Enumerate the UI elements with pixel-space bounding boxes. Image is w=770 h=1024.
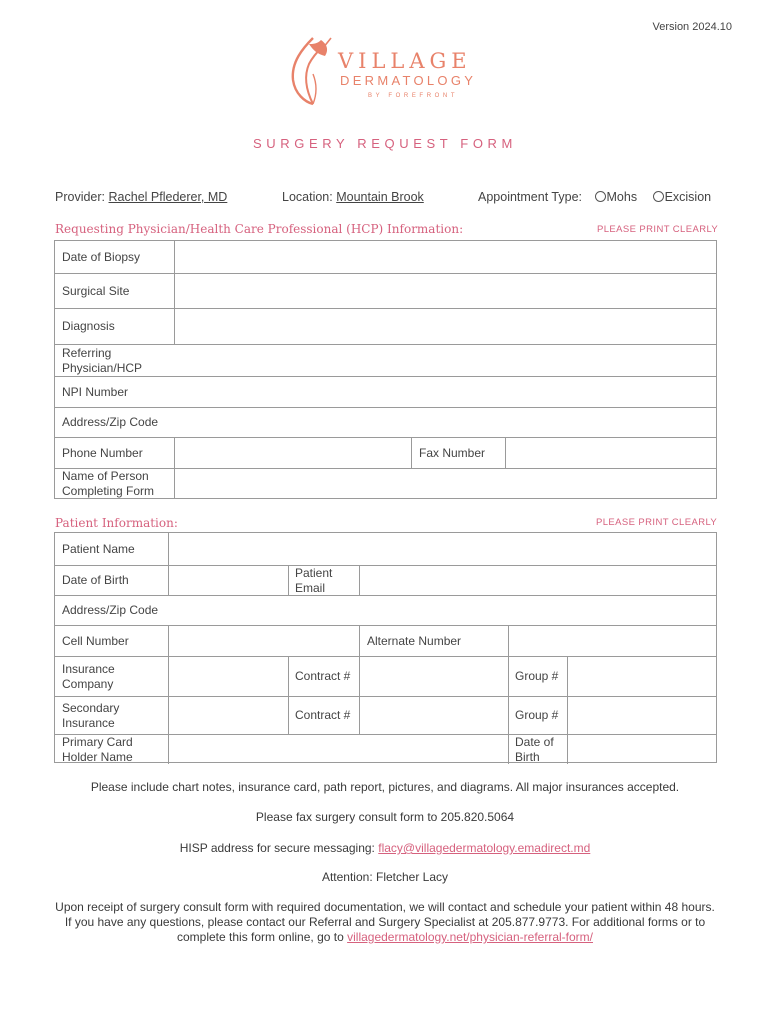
row-address: [55, 407, 716, 437]
card-holder-dob-label: Date of Birth: [515, 734, 554, 764]
npi-number-label: NPI Number: [62, 384, 129, 399]
mohs-radio[interactable]: [595, 191, 606, 202]
row-referring-physician: [55, 344, 716, 376]
excision-radio[interactable]: [653, 191, 664, 202]
logo-wordmark: [338, 50, 476, 99]
appointment-type-field: [478, 190, 711, 204]
location-label: Location:: [282, 190, 333, 204]
row-cell-alternate: [55, 625, 716, 656]
mohs-label: Mohs: [606, 190, 638, 204]
excision-label: Excision: [664, 190, 712, 204]
form-title: SURGERY REQUEST FORM: [253, 136, 517, 151]
row-date-of-biopsy: [55, 241, 716, 273]
logo-village-text: VILLAGE: [338, 49, 472, 73]
date-of-biopsy-label: Date of Biopsy: [62, 249, 141, 264]
physician-print-note: PLEASE PRINT CLEARLY: [597, 224, 719, 235]
row-insurance: [55, 656, 716, 696]
patient-dob-label: Date of Birth: [62, 573, 129, 587]
fax-note: Please fax surgery consult form to 205.820.5064: [255, 810, 515, 824]
physician-address-label: Address/Zip Code: [62, 415, 159, 429]
row-patient-address: [55, 595, 716, 625]
physician-info-grid: [54, 240, 717, 499]
row-patient-name: [55, 533, 716, 565]
flower-logo-icon: [283, 34, 335, 106]
hisp-label: HISP address for secure messaging:: [179, 841, 375, 855]
cell-number-label: Cell Number: [62, 633, 129, 648]
card-holder-name-label: Primary Card Holder Name: [62, 734, 133, 764]
row-card-holder: [55, 734, 716, 764]
logo-forefront-text: BY FOREFRONT: [368, 93, 459, 99]
attention-note: Attention: Fletcher Lacy: [321, 870, 449, 884]
secondary-group-number-label: Group #: [515, 708, 559, 722]
row-npi-number: [55, 376, 716, 407]
row-phone-fax: [55, 437, 716, 468]
version-label: Version 2024.10: [652, 21, 732, 33]
closing-note-line3: [0, 929, 770, 945]
row-surgical-site: [55, 273, 716, 308]
provider-field: [55, 190, 227, 204]
row-person-completing: [55, 468, 716, 499]
contract-number-label: Contract #: [295, 669, 351, 683]
location-field: [282, 190, 424, 204]
hisp-note: [0, 840, 770, 856]
alternate-number-label: Alternate Number: [367, 633, 462, 648]
patient-info-grid: [54, 532, 717, 763]
secondary-contract-number-label: Contract #: [295, 708, 351, 722]
row-diagnosis: [55, 308, 716, 344]
patient-email-label: Patient Email: [295, 565, 333, 595]
closing-note-line2: If you have any questions, please contact our Referral and Surgery Specialist at 205.877.9773. For additional forms or to: [64, 915, 706, 929]
closing-note-text: complete this form online, go to: [177, 930, 344, 944]
phone-number-label: Phone Number: [62, 445, 143, 460]
insurance-company-label: Insurance Company: [62, 661, 115, 691]
secondary-insurance-label: Secondary Insurance: [62, 700, 120, 730]
row-dob-email: [55, 565, 716, 595]
fax-number-label: Fax Number: [419, 445, 486, 460]
closing-note-line1: Upon receipt of surgery consult form with required documentation, we will contact and schedule your patient within 48 hours.: [55, 900, 715, 914]
person-completing-label: Name of Person Completing Form: [62, 469, 155, 498]
group-number-label: Group #: [515, 669, 559, 683]
referral-form-link[interactable]: villagedermatology.net/physician-referral-form/: [347, 930, 593, 944]
provider-value: Rachel Pflederer, MD: [108, 190, 228, 204]
surgical-site-label: Surgical Site: [62, 283, 130, 298]
patient-address-label: Address/Zip Code: [62, 603, 159, 617]
hisp-email-link[interactable]: flacy@villagedermatology.emadirect.md: [378, 841, 591, 855]
referring-physician-label: Referring Physician/HCP: [62, 345, 143, 375]
include-documents-note: Please include chart notes, insurance card, path report, pictures, and diagrams. All major insurances accepted.: [90, 780, 680, 794]
patient-section-title: Patient Information:: [55, 516, 178, 530]
physician-section-title: Requesting Physician/Health Care Professional (HCP) Information:: [55, 222, 464, 236]
patient-name-label: Patient Name: [62, 541, 135, 556]
logo-dermatology-text: DERMATOLOGY: [340, 73, 477, 88]
diagnosis-label: Diagnosis: [62, 319, 115, 333]
location-value: Mountain Brook: [336, 190, 424, 204]
row-secondary-insurance: [55, 696, 716, 734]
patient-print-note: PLEASE PRINT CLEARLY: [596, 517, 718, 528]
appointment-type-label: Appointment Type:: [478, 190, 583, 204]
provider-label: Provider:: [55, 190, 106, 204]
